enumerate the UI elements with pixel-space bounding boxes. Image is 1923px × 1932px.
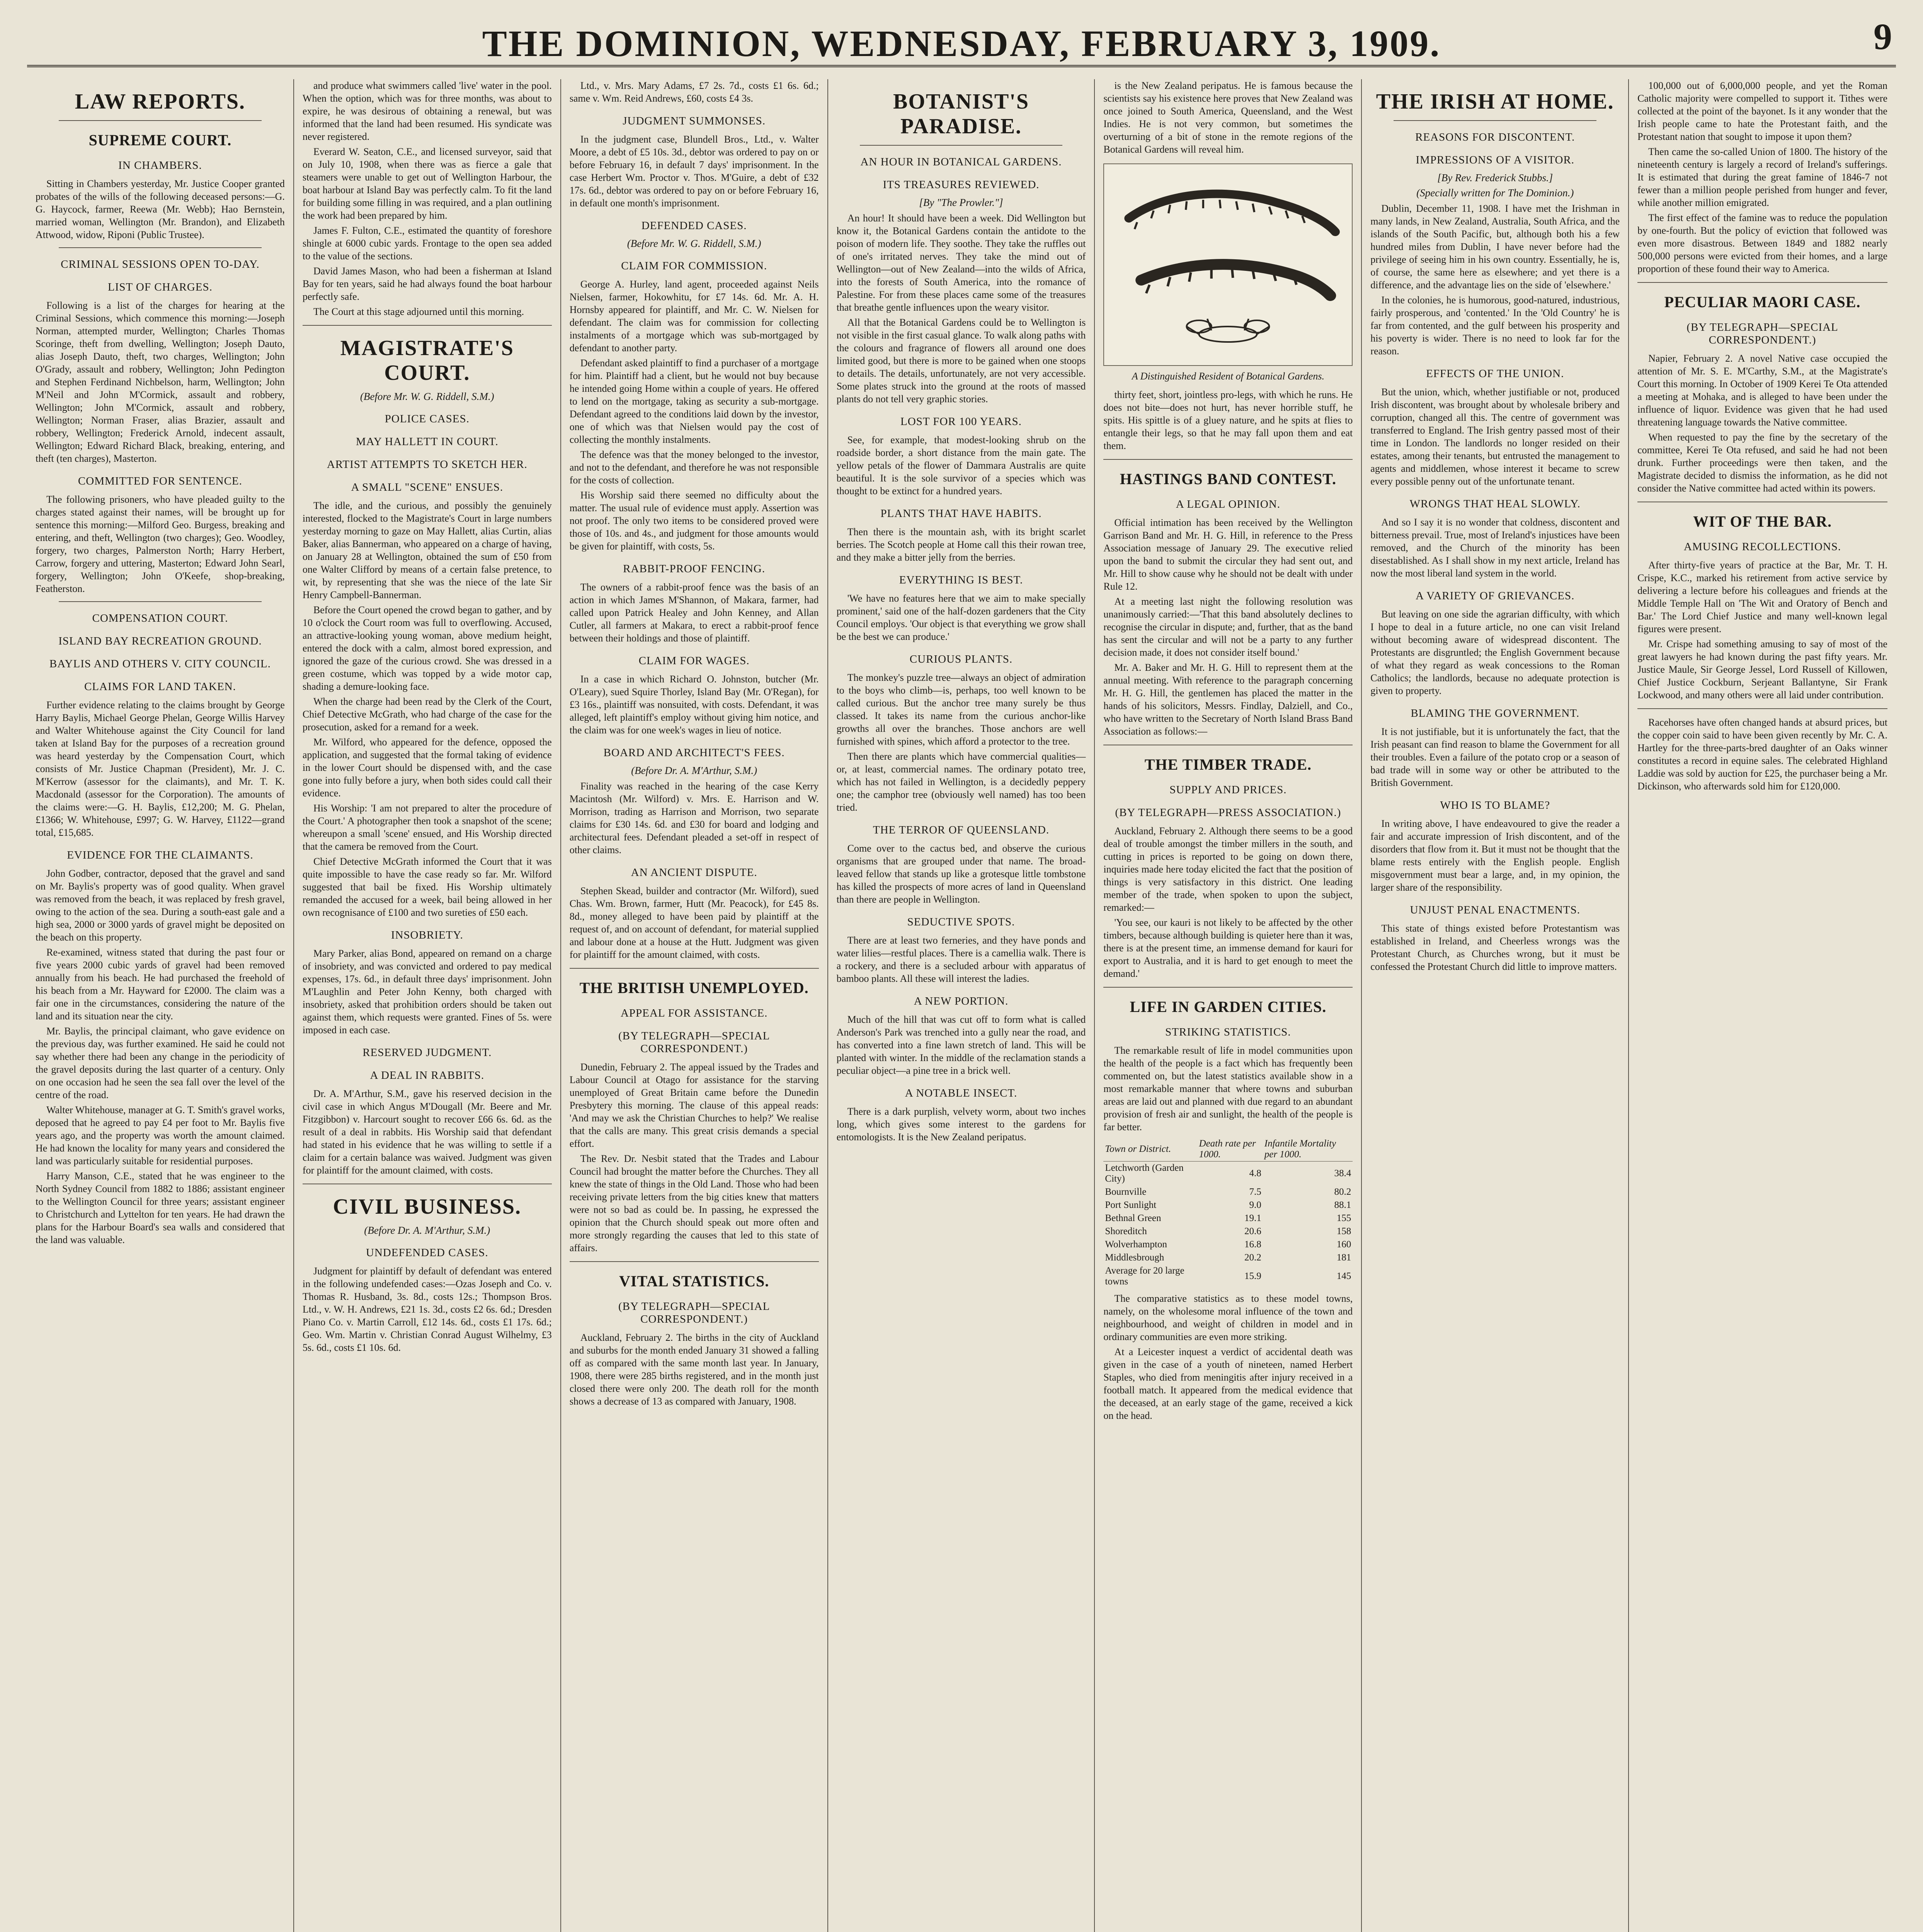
table-row — [1103, 1185, 1353, 1199]
subhead-impressions: IMPRESSIONS OF A VISITOR. — [1416, 154, 1575, 166]
subhead-habits: PLANTS THAT HAVE HABITS. — [880, 507, 1042, 520]
headline-vital-statistics: VITAL STATISTICS. — [619, 1272, 769, 1290]
headline-magistrates-court: MAGISTRATE'S COURT. — [340, 336, 514, 385]
subhead-recollections: AMUSING RECOLLECTIONS. — [1684, 541, 1841, 553]
dateline: (BY TELEGRAPH—SPECIAL CORRESPONDENT.) — [1686, 321, 1838, 346]
subhead-defended: DEFENDED CASES. — [641, 219, 747, 232]
article-paragraph: The Court at this stage adjourned until this morning. — [313, 306, 524, 317]
column-4 — [828, 79, 1095, 1932]
article-paragraph: Sitting in Chambers yesterday, Mr. Justice Cooper granted probates of the wills of the following deceased persons:—G. G. Haycock, farmer, Reewa (Mr. Webb); Hao Bernstein, married woman, Wellington (Mr. Brandon), and Elizabeth Attwood, widow, Riponi (Public Trustee). — [36, 178, 285, 240]
dateline: (BY TELEGRAPH—PRESS ASSOCIATION.) — [1115, 806, 1341, 819]
divider — [1103, 459, 1353, 460]
column-3 — [561, 79, 828, 1932]
divider — [1394, 120, 1596, 121]
article-paragraph: The remarkable result of life in model communities upon the health of the people is a fact which has frequently been commented on, but the latest statistics available show in a most remarkable manner that where towns and suburban areas are laid out and planned with due regard to an abundant provision of fresh air and sunlight, the health of the people is far better. — [1103, 1045, 1353, 1133]
article-paragraph: Napier, February 2. A novel Native case occupied the attention of Mr. S. E. M'Carthy, S.M., at the Magistrate's Court this morning. In October of 1909 Kerei Te Ota attended a meeting at Mohaka, and is alleged to have been under the influence of liquor. Evidence was given that he had used threatening language towards the Native committee. — [1637, 353, 1887, 428]
subhead-lost: LOST FOR 100 YEARS. — [900, 415, 1022, 428]
article-paragraph: Walter Whitehouse, manager at G. T. Smith's gravel works, deposed that he agreed to pay £4 per foot to Mr. Baylis five years ago, and the property was worth the amount claimed. He had known the locality for many years and considered the land was particularly suitable for residential purposes. — [36, 1104, 285, 1167]
subhead-treasures: ITS TREASURES REVIEWED. — [883, 179, 1040, 191]
article-paragraph: Come over to the cactus bed, and observe the curious organisms that are grouped under that name. The broad-leaved fellow that stands up like a grotesque little tombstone has killed the prospects of more acres of land in Queensland than there are people in Wellington. — [836, 843, 1086, 905]
article-paragraph: John Godber, contractor, deposed that the gravel and sand on Mr. Baylis's property was of good quality. When gravel was removed from the beach, it was replaced by fresh gravel, owing to the action of the sea. During a south-east gale and a high sea, 2000 or 3000 yards of gravel might be deposited on the beach on this property. — [36, 868, 285, 943]
article-paragraph: 'You see, our kauri is not likely to be affected by the other timbers, because although building is quieter here than it was, there is at the present time, an immense demand for kauri for export to Australia, and it is hard to get enough to meet the demand.' — [1103, 917, 1353, 979]
subhead-insobriety: INSOBRIETY. — [391, 929, 463, 941]
article-paragraph: At a Leicester inquest a verdict of accidental death was given in the case of a youth of nineteen, named Herbert Staples, who died from meningitis after injury received in a football match. It appeared from the medical evidence that the deceased, at an early stage of the game, received a kick on the head. — [1103, 1346, 1353, 1421]
headline-botanists-paradise: BOTANIST'S PARADISE. — [893, 90, 1029, 138]
subhead-new-portion: A NEW PORTION. — [914, 995, 1009, 1007]
subhead-appeal: APPEAL FOR ASSISTANCE. — [620, 1007, 768, 1019]
column-grid — [27, 79, 1896, 1932]
subhead-police-cases: POLICE CASES. — [385, 413, 470, 425]
article-paragraph: In the colonies, he is humorous, good-natured, industrious, fairly prosperous, and 'contented.' In the 'Old Country' he is far from contented, and the gulf between his prosperity and his poverty is wider. There is no need to look far for the reason. — [1370, 294, 1620, 357]
page-number: 9 — [1874, 16, 1892, 57]
subhead-legal-opinion: A LEGAL OPINION. — [1176, 498, 1280, 510]
table-row — [1103, 1162, 1353, 1186]
subhead-terror: THE TERROR OF QUEENSLAND. — [873, 824, 1050, 836]
article-paragraph: The monkey's puzzle tree—always an object of admiration to the boys who climb—is, perhaps, too well known to be called curious. But the anchor tree many surely be thus classed. It takes its name from the curious anchor-like growths all over the branches. Those anchors are well furnished with spines, which afford a protector to the tree. — [836, 672, 1086, 747]
table-header: Town or District. — [1103, 1137, 1197, 1162]
table-cell: Port Sunlight — [1105, 1200, 1157, 1210]
table-cell: 20.2 — [1244, 1252, 1261, 1263]
table-cell: 16.8 — [1244, 1239, 1261, 1250]
headline-supreme-court: SUPREME COURT. — [88, 131, 232, 149]
masthead-title: THE DOMINION, WEDNESDAY, FEBRUARY 3, 1909. — [482, 23, 1441, 64]
dateline: (BY TELEGRAPH—SPECIAL CORRESPONDENT.) — [618, 1300, 770, 1325]
article-paragraph: Mr. Baylis, the principal claimant, who gave evidence on the previous day, was further examined. He said he could not say whether there had been any change in the periodicity of the gravel deposits during the last quarter of a century. Only on one occasion had he seen the sea fall over the level of the centre of the road. — [36, 1026, 285, 1100]
headline-irish-at-home: THE IRISH AT HOME. — [1376, 90, 1614, 114]
article-paragraph: Then there are plants which have commercial qualities—or, at least, commercial names. The ordinary potato tree, which has not failed in Wellington, is a decidedly peppery one; the camphor tree (obviously well named) has too been tried. — [836, 751, 1086, 813]
article-paragraph: Then there is the mountain ash, with its bright scarlet berries. The Scotch people at Home call this their rowan tree, and they make a bitter jelly from the berries. — [836, 526, 1086, 563]
divider — [303, 325, 552, 326]
article-paragraph: The defence was that the money belonged to the investor, and not to the defendant, and therefore he was not responsible for the costs of collection. — [569, 449, 819, 486]
article-paragraph: Dunedin, February 2. The appeal issued by the Trades and Labour Council at Otago for assistance for the starving unemployed of Great Britain came before the Dunedin Presbytery this morning. The clause of this appeal reads: 'And may we ask the Christian Churches to help?' We realise that the calls are many. This great crisis demands a special effort. — [569, 1061, 819, 1149]
table-row — [1103, 1238, 1353, 1251]
headline-hastings-band: HASTINGS BAND CONTEST. — [1120, 470, 1336, 488]
subhead-judgment-summonses: JUDGMENT SUMMONSES. — [623, 115, 766, 127]
masthead — [27, 7, 1896, 67]
article-paragraph: and produce what swimmers called 'live' water in the pool. When the option, which was for three months, was about to expire, he was desirous of obtaining a renewal, but was informed that the land had been resumed. His syndicate was never registered. — [302, 80, 552, 142]
dateline: (BY TELEGRAPH—SPECIAL CORRESPONDENT.) — [618, 1030, 770, 1055]
article-paragraph: Mr. A. Baker and Mr. H. G. Hill to represent them at the annual meeting. With reference to the paragraph concerning Mr. H. G. Hill, the gentlemen has placed the matter in the hands of his solicitors, Messrs. Findlay, Dalziell, and Co., who have written to the Secretary of North Island Brass Band Association as follows:— — [1103, 662, 1353, 737]
article-paragraph: In the judgment case, Blundell Bros., Ltd., v. Walter Moore, a debt of £5 10s. 3d., debtor was ordered to pay on or before February 16, in default 7 days' imprisonment. In the case Herbert Wm. Proctor v. Thos. M'Guire, a debt of £32 17s. 6d., debtor was ordered to pay on or before February 16, in default one month's imprisonment. — [569, 134, 819, 209]
subhead-island-bay: ISLAND BAY RECREATION GROUND. — [58, 635, 262, 647]
headline-maori-case: PECULIAR MAORI CASE. — [1664, 293, 1861, 311]
article-paragraph: David James Mason, who had been a fisherman at Island Bay for ten years, said he had always found the boat harbour perfectly safe. — [302, 265, 552, 302]
table-cell: 160 — [1336, 1239, 1351, 1250]
article-paragraph: Re-examined, witness stated that during the past four or five years 2000 cubic yards of gravel had been removed annually from his beach. He had purchased the freehold of his beach from a Mr. Hayward for £2000. The claim was a fair one in the circumstances, considering the nature of the land and its situation near the city. — [36, 947, 285, 1022]
byline: (Before Dr. A. M'Arthur, S.M.) — [364, 1225, 490, 1236]
subhead-evidence: EVIDENCE FOR THE CLAIMANTS. — [67, 849, 254, 861]
table-row — [1103, 1225, 1353, 1238]
figure-caption: A Distinguished Resident of Botanical Gardens. — [1132, 371, 1324, 382]
byline-note: (Specially written for The Dominion.) — [1416, 187, 1574, 199]
table-header: Death rate per 1000. — [1198, 1137, 1263, 1162]
subhead-commission: CLAIM FOR COMMISSION. — [621, 260, 767, 272]
article-paragraph: is the New Zealand peripatus. He is famous because the scientists say his existence here proves that New Zealand was once joined to South America, Queensland, and the West Indies. He is not very common, but sometimes the overturning of a bit of stone in the remote regions of the Botanical Gardens will reveal him. — [1103, 80, 1353, 155]
subhead-board-fees: BOARD AND ARCHITECT'S FEES. — [603, 747, 785, 759]
table-cell: 19.1 — [1244, 1213, 1261, 1223]
article-paragraph: After thirty-five years of practice at the Bar, Mr. T. H. Crispe, K.C., marked his retirement from active service by delivering a lecture before his colleagues and friends at the Middle Temple Hall on 'The Wit and Oratory of Bench and Bar.' The Lord Chief Justice and many well-known legal figures were present. — [1637, 560, 1887, 634]
article-paragraph: Much of the hill that was cut off to form what is called Anderson's Park was trenched into a gully near the road, and has converted into a fine lawn stretch of land. This will be planted with winter. In the middle of the reclamation stands a peculiar object—a pine tree in a brick well. — [836, 1014, 1086, 1076]
subhead-artist: ARTIST ATTEMPTS TO SKETCH HER. — [327, 458, 528, 471]
article-paragraph: 'We have no features here that we aim to make specially prominent,' said one of the half-dozen gardeners that the City Council employs. 'Our object is that everything we grow shall be the best we can produce.' — [836, 593, 1086, 642]
article-paragraph: James F. Fulton, C.E., estimated the quantity of foreshore shingle at 6000 cubic yards. Frontage to the open sea added to the value of the sections. — [302, 225, 552, 262]
article-paragraph: But leaving on one side the agrarian difficulty, with which I hope to deal in a future article, no one can visit Ireland without becoming aware of widespread discontent. The Protestants are disgruntled; the English Government because of what they regard as weak concessions to the Roman Catholics; the landlords, because no adequate protection is given to property. — [1370, 609, 1620, 696]
article-paragraph: This state of things existed before Protestantism was established in Ireland, and Cheerless wrongs was the Protestant Church, as Churches wrong, but it must be confessed the Protestant Church did little to improve matters. — [1370, 923, 1620, 972]
article-paragraph: There are at least two ferneries, and they have ponds and water lilies—restful places. There is a camellia walk. There is a rockery, and there is a secluded arbour with apparatus of bamboo plants. All these will interest the ladies. — [836, 935, 1086, 984]
article-paragraph: Ltd., v. Mrs. Mary Adams, £7 2s. 7d., costs £1 6s. 6d.; same v. Wm. Reid Andrews, £60, costs £4 3s. — [569, 80, 819, 104]
table-cell: 4.8 — [1249, 1168, 1261, 1179]
table-cell: 181 — [1336, 1252, 1351, 1263]
article-paragraph: Mr. Wilford, who appeared for the defence, opposed the application, and suggested that the formal taking of evidence in the lower Court should be dispensed with, and the case gone into fully before a jury, when both sides could call their evidence. — [302, 736, 552, 799]
table-row — [1103, 1264, 1353, 1288]
article-paragraph: His Worship: 'I am not prepared to alter the procedure of the Court.' A photographer then took a snapshot of the scene; whereupon a small 'scene' ensued, and His Worship directed that the camera be removed from the Court. — [302, 803, 552, 852]
table-header-row — [1103, 1137, 1353, 1162]
column-7 — [1629, 79, 1896, 1932]
subhead-reserved-judgment: RESERVED JUDGMENT. — [362, 1046, 492, 1059]
article-paragraph: Defendant asked plaintiff to find a purchaser of a mortgage for him. Plaintiff had a client, but he would not buy because he intended going Home within a couple of years. He offered to lend on the mortgage, taking as security a sub-mortgage. Defendant agreed to the conditions laid down by the investor, one of which was that Nielsen would pay the cost of collecting the monthly instalments. — [569, 357, 819, 445]
headline-garden-cities: LIFE IN GARDEN CITIES. — [1130, 998, 1327, 1015]
article-paragraph: All that the Botanical Gardens could be to Wellington is not visible in the first casual glance. To walk along paths with the colours and fragrance of flowers all around one does limited good, but there is more to be gained when one stoops to details. The details, unfortunately, are not very accessible. Some plates struck into the ground at the roots of massed plants do not tell very graphic stories. — [836, 317, 1086, 405]
byline: [By Rev. Frederick Stubbs.] — [1437, 172, 1553, 184]
article-paragraph: Official intimation has been received by the Wellington Garrison Band and Mr. H. G. Hill, in reference to the Press Association message of January 29. The executive relied upon the band to submit the circular they had sent out, and Mr. Hill to show cause why he should not be dealt with under Rule 12. — [1103, 517, 1353, 592]
article-paragraph: His Worship said there seemed no difficulty about the matter. The usual rule of evidence must apply. Assertion was not proof. The only two items to be considered proved were those of 10s. and 4s., and judgment for those amounts would be given for plaintiff, with costs, 5s. — [569, 490, 819, 552]
column-5 — [1095, 79, 1362, 1932]
subhead-supply-prices: SUPPLY AND PRICES. — [1169, 784, 1287, 796]
subhead-everything-best: EVERYTHING IS BEST. — [899, 574, 1023, 586]
table-cell: 80.2 — [1334, 1187, 1351, 1197]
headline-wit-bar: WIT OF THE BAR. — [1693, 513, 1832, 530]
article-paragraph: Further evidence relating to the claims brought by George Harry Baylis, Michael George Phelan, George Willis Harvey and Walter Whitehouse against the City Council for land taken at Island Bay for the purposes of a recreation ground was heard yesterday by the Compensation Court, which consists of Mr. Justice Chapman (President), Mr. J. C. M'Kerrow (assessor for the claimants), and Mr. T. K. Macdonald (assessor for the Corporation). The amounts of the claims were:—G. H. Baylis, £12,200; M. G. Phelan, £1366; W. Whitehouse, £997; G. W. Harvey, £1122—grand total, £15,685. — [36, 699, 285, 838]
subhead-criminal-sessions: CRIMINAL SESSIONS OPEN TO-DAY. — [61, 258, 260, 270]
article-paragraph: Following is a list of the charges for hearing at the Criminal Sessions, which commence this morning:—Joseph Norman, attempted murder, Wellington; Charles Thomas Scoringe, theft from dwelling, Wellington; Joseph Dauto, alias Joseph Dauto, theft, two charges, Wellington; John O'Grady, assault and robbery, Wellington; John Pedington and Stephen Ferdinand Nichbelson, harm, Wellington; John M'Neil and John M'Cormick, assault and robbery, Wellington; John M'Cormick, assault and robbery, Wellington; Norman Fraser, alias Brazier, assault and robbery, Wellington; Frederick Arnold, indecent assault, Wellington; Edward Richard Black, breaking, entering, and theft (ten charges), Masterton. — [36, 300, 285, 464]
article-paragraph: The idle, and the curious, and possibly the genuinely interested, flocked to the Magistrate's Court in large numbers yesterday morning to gaze on May Hallett, alias Curtin, alias Baker, alias Bannerman, who appeared on a charge of having, on January 28 at Wellington, obtained the sum of £50 from one Walter Clifford by means of a certain false pretence, to wit, by representing that she was the niece of the late Sir Henry Campbell-Bannerman. — [302, 500, 552, 600]
table-cell: 38.4 — [1334, 1168, 1351, 1179]
table-cell: Bethnal Green — [1105, 1213, 1161, 1223]
article-paragraph: Auckland, February 2. The births in the city of Auckland and suburbs for the month ended January 31 showed a falling off as compared with the same month last year. In January, 1908, there were 285 births registered, and in the month just closed there were only 200. The death roll for the month shows a decrease of 13 as compared with January, 1908. — [569, 1332, 819, 1407]
article-paragraph: Dr. A. M'Arthur, S.M., gave his reserved decision in the civil case in which Angus M'Dougall (Mr. Beere and Mr. Fitzgibbon) v. Harcourt sought to recover £66 6s. 6d. as the result of a deal in rabbits. His Worship said that defendant had stated in his evidence that he was willing to settle if a claim for a certain balance was waived. Judgment was given for plaintiff for the amount claimed, with costs. — [302, 1088, 552, 1176]
article-paragraph: But the union, which, whether justifiable or not, produced Irish discontent, was brought about by wholesale bribery and corruption, changed all this. The centre of government was transferred to England. The Irish gentry passed most of their time in London. The landlords no longer resided on their estates, among their tenants, but entrusted the management to agents and middlemen, whose interest it became to screw every possible penny out of the unfortunate tenant. — [1370, 386, 1620, 487]
byline: (Before Mr. W. G. Riddell, S.M.) — [627, 238, 761, 249]
subhead-wrongs: WRONGS THAT HEAL SLOWLY. — [1409, 498, 1581, 510]
divider — [1637, 282, 1887, 283]
article-paragraph: The owners of a rabbit-proof fence was the basis of an action in which James M'Shannon, of Makara, farmer, had called upon Patrick Healey and John Kenney, and Allan Cutler, all farmers at Makara, to erect a rabbit-proof fence between their holdings and those of plaintiff. — [569, 582, 819, 644]
table-cell: Wolverhampton — [1105, 1239, 1167, 1250]
divider — [1103, 987, 1353, 988]
column-2 — [294, 79, 561, 1932]
subhead-rabbit-fencing: RABBIT-PROOF FENCING. — [623, 563, 766, 575]
subhead-hour-gardens: AN HOUR IN BOTANICAL GARDENS. — [860, 156, 1062, 168]
table-cell: 7.5 — [1249, 1187, 1261, 1197]
table-cell: 15.9 — [1244, 1271, 1261, 1281]
subhead-ancient-dispute: AN ANCIENT DISPUTE. — [631, 866, 757, 879]
peripatus-illustration — [1103, 163, 1353, 366]
article-paragraph: Mary Parker, alias Bond, appeared on remand on a charge of insobriety, and was convicted and ordered to pay medical expenses, 17s. 6d., in default three days' imprisonment. John M'Laughlin and Peter John Kenny, both charged with insobriety, asked that prohibition orders should be taken out against them, which requests were granted. Fines of 5s. were imposed in each case. — [302, 948, 552, 1036]
article-paragraph: The comparative statistics as to these model towns, namely, on the wholesome moral influence of the town and neighbourhood, and weight of children in model and in ordinary communities are even more striking. — [1103, 1293, 1353, 1342]
article-paragraph: In a case in which Richard O. Johnston, butcher (Mr. O'Leary), sued Squire Thorley, Island Bay (Mr. O'Regan), for £3 16s., plaintiff was nonsuited, with costs. Defendant, it was alleged, left plaintiff's employ without giving him notice, and the claim was for one week's wages in lieu of notice. — [569, 673, 819, 736]
column-1 — [27, 79, 294, 1932]
subhead-who-blame: WHO IS TO BLAME? — [1440, 799, 1550, 811]
table-cell: 145 — [1336, 1271, 1351, 1281]
table-row — [1103, 1251, 1353, 1264]
column-6 — [1362, 79, 1629, 1932]
article-paragraph: In writing above, I have endeavoured to give the reader a fair and accurate impression of Irish discontent, and of the disorders that flow from it. But it must not be thought that the blame rests entirely with the English people. English misgovernment must bear a large, and, in my opinion, the larger share of the responsibility. — [1370, 818, 1620, 893]
article-paragraph: Everard W. Seaton, C.E., and licensed surveyor, said that on July 10, 1908, when there was as fierce a gale that steamers were unable to get out of Wellington Harbour, the boat harbour at Island Bay was perfectly calm. To fit the land for building some filling in was required, and a plan outlining the work had been prepared by him. — [302, 146, 552, 221]
article-paragraph: Racehorses have often changed hands at absurd prices, but the copper coin said to have been given recently by Mr. C. A. Hartley for the three-parts-bred daughter of an Oaks winner constitutes a record in equine sales. The celebrated Highland Laddie was sold by auction for £25, the purchaser being a Mr. Dickinson, who afterwards sold him for £120,000. — [1637, 717, 1887, 792]
byline: [By "The Prowler."] — [919, 197, 1003, 208]
subhead-union: EFFECTS OF THE UNION. — [1426, 367, 1564, 380]
subhead-grievances: A VARIETY OF GRIEVANCES. — [1416, 590, 1575, 602]
article-paragraph: Chief Detective McGrath informed the Court that it was quite impossible to have the case ready so far. Mr. Wilford suggested that bail be fixed. His Worship ultimately remanded the accused for a week, bail being allowed in her own recognisance of £100 and two sureties of £50 each. — [302, 856, 552, 918]
table-row — [1103, 1212, 1353, 1225]
subhead-may-hallett: MAY HALLETT IN COURT. — [356, 435, 499, 448]
article-paragraph: When the charge had been read by the Clerk of the Court, Chief Detective McGrath, who had charge of the case for the prosecution, asked for a remand for a week. — [302, 696, 552, 733]
table-cell: Bournville — [1105, 1187, 1147, 1197]
table-cell: Shoreditch — [1105, 1226, 1147, 1236]
subhead-striking-statistics: STRIKING STATISTICS. — [1165, 1026, 1291, 1038]
subhead-compensation-court: COMPENSATION COURT. — [92, 612, 228, 624]
article-paragraph: The first effect of the famine was to reduce the population by one-fourth. But the policy of eviction that followed was even more disastrous. Between 1849 and 1882 nearly 500,000 persons were evicted from their homes, and a large proportion of these found their way to America. — [1637, 212, 1887, 274]
subhead-discontent: REASONS FOR DISCONTENT. — [1415, 131, 1575, 143]
article-paragraph: It is not justifiable, but it is unfortunately the fact, that the Irish peasant can find reason to blame the Government for all their troubles. Even a failure of the potato crop or a season of bad trade will in some way or other be attributed to the British Government. — [1370, 726, 1620, 788]
article-paragraph: Judgment for plaintiff by default of defendant was entered in the following undefended cases:—Ozas Joseph and Co. v. Thomas R. Husband, 3s. 8d., costs 12s.; Thompson Bros. Ltd., v. W. H. Andrews, £21 1s. 3d., costs £2 6s. 6d.; Dresden Piano Co. v. Martin Carroll, £12 14s. 6d., costs £1 17s. 6d.; Geo. Wm. Martin v. Christian Conrad August Wilhelmy, £3 5s. 6d., costs £1 10s. 6d. — [302, 1265, 552, 1353]
article-paragraph: Auckland, February 2. Although there seems to be a good deal of trouble amongst the timber millers in the south, and cutting in prices is reported to be going on down there, inquiries made here today elicited the fact that the position of things is very satisfactory in this district. One leading member of the trade, when spoken to upon the subject, remarked:— — [1103, 825, 1353, 913]
divider — [860, 145, 1063, 146]
subhead-baylis: BAYLIS AND OTHERS V. CITY COUNCIL. — [49, 658, 271, 670]
subhead-scene: A SMALL "SCENE" ENSUES. — [351, 481, 504, 493]
article-paragraph: The Rev. Dr. Nesbit stated that the Trades and Labour Council had brought the matter before the Churches. They all knew the state of things in the Old Land. Those who had been receiving private letters from the big cities knew that matters were not so bad as could be. In passing, he expressed the opinion that the Church should speak out more often and more strongly regarding the causes that led to this state of affairs. — [569, 1153, 819, 1253]
article-paragraph: There is a dark purplish, velvety worm, about two inches long, which gives some interest to the gardens for entomologists. It is the New Zealand peripatus. — [836, 1106, 1086, 1143]
table-cell: Middlesbrough — [1105, 1252, 1164, 1263]
subhead-curious: CURIOUS PLANTS. — [909, 653, 1013, 665]
article-paragraph: Mr. Crispe had something amusing to say of most of the great lawyers he had known during the past fifty years. Mr. Justice Maule, Sir George Jessel, Lord Russell of Killowen, Chief Justice Cockburn, Serjeant Ballantyne, Sir Frank Lockwood, and many others were all laid under contribution. — [1637, 638, 1887, 701]
headline-law-reports: LAW REPORTS. — [75, 90, 245, 114]
table-cell: 155 — [1336, 1213, 1351, 1223]
subhead-notable-insect: A NOTABLE INSECT. — [905, 1087, 1018, 1099]
subhead-wages: CLAIM FOR WAGES. — [638, 655, 750, 667]
subhead-rabbits: A DEAL IN RABBITS. — [370, 1069, 485, 1082]
article-paragraph: George A. Hurley, land agent, proceeded against Neils Nielsen, farmer, Hokowhitu, for £7 14s. 6d. Mr. A. H. Hornsby appeared for plaintiff, and Mr. C. W. Nielsen for defendant. The claim was for commission for collecting instalments of a mortgage which was sub-mortgaged by defendant to another party. — [569, 279, 819, 354]
article-paragraph: When requested to pay the fine by the secretary of the committee, Kerei Te Ota refused, and said he had not been drunk. Further proceedings were then taken, and the Magistrate decided to dismiss the information, as he did not consider the Native committee had acted within its powers. — [1637, 432, 1887, 494]
divider — [1637, 708, 1887, 709]
byline: (Before Mr. W. G. Riddell, S.M.) — [360, 391, 494, 402]
subhead-in-chambers: IN CHAMBERS. — [118, 159, 202, 172]
table-cell: 9.0 — [1249, 1200, 1261, 1210]
article-paragraph: See, for example, that modest-looking shrub on the roadside border, a short distance from the main gate. The yellow petals of the flower of Dammara Australis are quite beautiful. It is the sole survivor of a species which was thought to be extinct for a hundred years. — [836, 434, 1086, 497]
subhead-undefended: UNDEFENDED CASES. — [366, 1247, 488, 1259]
headline-civil-business: CIVIL BUSINESS. — [333, 1195, 522, 1219]
article-paragraph: And so I say it is no wonder that coldness, discontent and bitterness prevail. True, most of Ireland's injustices have been removed, and the Church of the minority has been disestablished. As I shall show in my next article, Ireland has now the most liberal land system in the world. — [1370, 517, 1620, 579]
table-cell: 20.6 — [1244, 1226, 1261, 1236]
subhead-list-of-charges: LIST OF CHARGES. — [107, 281, 213, 293]
table-cell: Average for 20 large towns — [1105, 1265, 1184, 1287]
article-paragraph: Finality was reached in the hearing of the case Kerry Macintosh (Mr. Wilford) v. Mrs. E. Harrison and W. Morrison, trading as Harrison and Morrison, two separate claims for £30 14s. 6d. and £30 for board and lodging and architectural fees. Defendant pleaded a set-off in respect of other claims. — [569, 781, 819, 855]
table-cell: Letchworth (Garden City) — [1105, 1163, 1184, 1184]
subhead-claims: CLAIMS FOR LAND TAKEN. — [84, 680, 236, 693]
table-cell: 158 — [1336, 1226, 1351, 1236]
article-paragraph: thirty feet, short, jointless pro-legs, with which he runs. He does not bite—does not hurt, has never horrible stuff, he spits. His spittle is of a gluey nature, and he spits at flies to entangle their legs, so that he may fall upon them and eat them. — [1103, 389, 1353, 451]
subhead-blaming: BLAMING THE GOVERNMENT. — [1411, 707, 1580, 719]
article-paragraph: Then came the so-called Union of 1800. The history of the nineteenth century is largely a record of Ireland's sufferings. It is estimated that during the great famine of 1846-7 not fewer than a million people perished from hunger and fever, while another million emigrated. — [1637, 146, 1887, 208]
article-paragraph: The following prisoners, who have pleaded guilty to the charges stated against their names, will be brought up for sentence this morning:—Milford Geo. Burgess, breaking and entering, and theft, Wellington (two charges); Geo. Woodley, forgery, two charges, Palmerston North; Harry Herbert, Carrow, forgery and uttering, Masterton; Edward John Searl, forgery, Wellington; John O'Keefe, shop-breaking, Featherston. — [36, 494, 285, 594]
subhead-committed: COMMITTED FOR SENTENCE. — [78, 475, 242, 487]
byline: (Before Dr. A. M'Arthur, S.M.) — [631, 765, 757, 776]
divider — [59, 601, 262, 602]
article-paragraph: At a meeting last night the following resolution was unanimously carried:—'That this band absolutely declines to recognise the circular in dispute; and, further, that as the band has sent the circular and will not be a party to any further decision made, it does not consider itself bound.' — [1103, 596, 1353, 658]
divider — [570, 968, 819, 969]
table-row — [1103, 1199, 1353, 1212]
article-paragraph: Stephen Skead, builder and contractor (Mr. Wilford), sued Chas. Wm. Brown, farmer, Hutt (Mr. Peacock), for £45 8s. 8d., money alleged to have been paid by plaintiff at the request of, and on account of defendant, for material supplied and labour done at a house at the Hutt. Judgment was given for plaintiff for the amount claimed, with costs. — [569, 885, 819, 960]
table-cell: 88.1 — [1334, 1200, 1351, 1210]
headline-timber-trade: THE TIMBER TRADE. — [1144, 756, 1312, 773]
divider — [570, 1261, 819, 1262]
peripatus-drawing-icon — [1104, 164, 1352, 365]
mortality-table — [1103, 1137, 1353, 1288]
subhead-penal: UNJUST PENAL ENACTMENTS. — [1410, 904, 1580, 916]
headline-british-unemployed: THE BRITISH UNEMPLOYED. — [579, 979, 809, 997]
article-paragraph: 100,000 out of 6,000,000 people, and yet the Roman Catholic majority were compelled to support it. Tithes were collected at the point of the bayonet. Is it any wonder that the Irish people came to hate the Protestant faith, and the Protestant nation that sought to impose it upon them? — [1637, 80, 1887, 142]
article-paragraph: Dublin, December 11, 1908. I have met the Irishman in many lands, in New Zealand, Australia, South Africa, and the islands of the South Pacific, but, although both his a few hundred miles from Dublin, I have never before had the privilege of seeing him in his own country. Essentially, he is, of course, the same here as elsewhere; and yet there is a difference, and the advantage lies on the side of 'elsewhere.' — [1370, 203, 1620, 291]
divider — [59, 247, 262, 248]
article-paragraph: An hour! It should have been a week. Did Wellington but know it, the Botanical Gardens contain the antidote to the poison of modern life. They soothe. They take the ruffles out of one's irritated nerves. They take the mind out of Wellington—out of New Zealand—into the wilds of Africa, into the forests of South America, into the romance of Palestine. For from these places came some of the treasures that breathe gentle influences upon the weary visitor. — [836, 213, 1086, 313]
divider — [59, 120, 262, 121]
article-paragraph: Harry Manson, C.E., stated that he was engineer to the North Sydney Council from 1882 to 1886; assistant engineer to the Wellington Council for three years; assistant engineer to Christchurch and Lyttelton for ten years. He had drawn the plans for the Harbour Board's sea walls and considered that the land was valuable. — [36, 1170, 285, 1245]
subhead-seductive: SEDUCTIVE SPOTS. — [907, 916, 1015, 928]
article-paragraph: Before the Court opened the crowd began to gather, and by 10 o'clock the Court room was full to overflowing. Accused, an attractive-looking young woman, above medium height, entered the dock with a calm, almost bored expression, and ignored the gaze of the curious crowd. She was dressed in a green costume, which was topped by a wide motor cap, shading a demure-looking face. — [302, 604, 552, 692]
table-header: Infantile Mortality per 1000. — [1263, 1137, 1353, 1162]
